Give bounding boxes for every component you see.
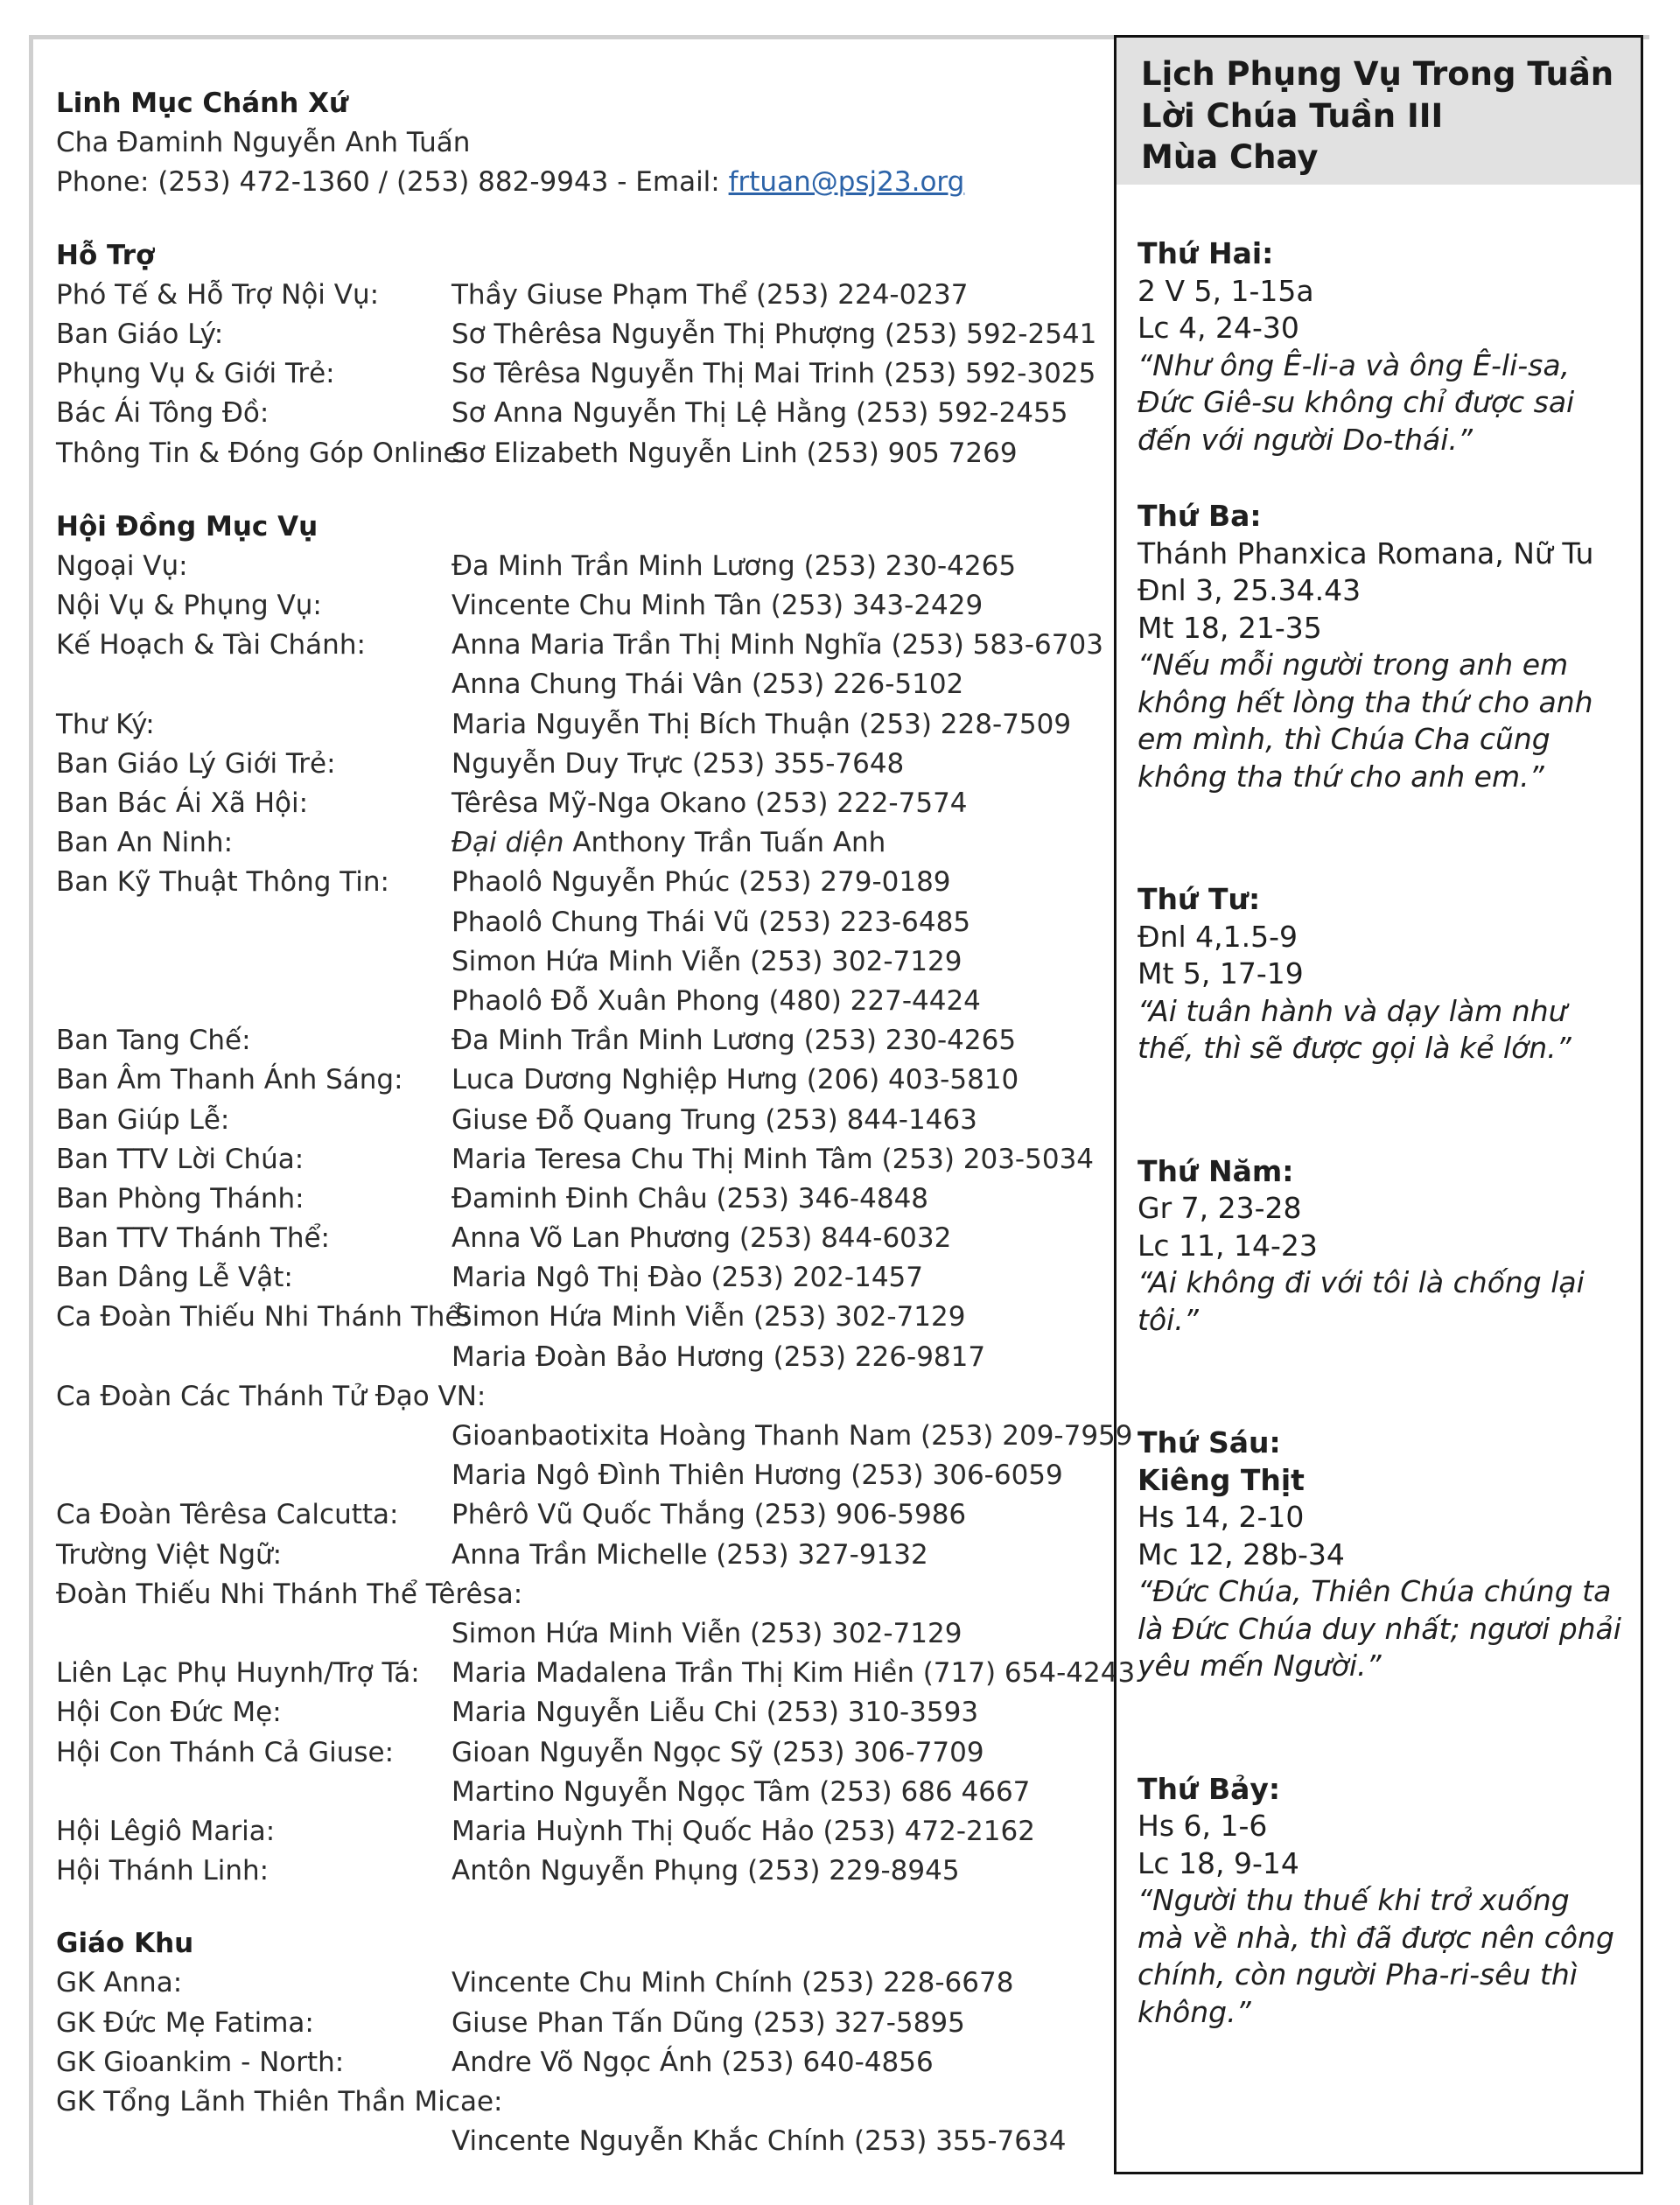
- gospel-quote: “Nếu mỗi người trong anh em không hết lòng tha thứ cho anh em mình, thì Chúa Cha cũng không tha thứ cho anh em.”: [1138, 648, 1593, 794]
- member-contact: Phaolô Nguyễn Phúc (253) 279-0189: [452, 866, 951, 899]
- role-label: Ban Giúp Lễ:: [56, 1103, 230, 1136]
- role-label: Ban Giáo Lý:: [56, 318, 224, 350]
- directory-row: [56, 1693, 1106, 1732]
- role-label: GK Đức Mẹ Fatima:: [56, 2006, 314, 2039]
- schedule-day: [1138, 498, 1623, 795]
- day-name: Thứ Ba:: [1138, 499, 1262, 533]
- member-note: Đại diện: [452, 827, 564, 859]
- districts-list: [56, 1964, 1106, 2161]
- support-list: [56, 276, 1106, 473]
- member-contact: Luca Dương Nghiệp Hưng (206) 403-5810: [452, 1064, 1019, 1096]
- role-label: Ban Kỹ Thuật Thông Tin:: [56, 866, 389, 899]
- reading-reference: Lc 4, 24-30: [1138, 311, 1299, 345]
- member-contact: Gioanbaotixita Hoàng Thanh Nam (253) 209-7959: [452, 1420, 1133, 1452]
- directory-row: [56, 1101, 1106, 1140]
- reading-reference: Mt 5, 17-19: [1138, 956, 1304, 990]
- council-list: [56, 547, 1136, 1891]
- role-label: Ngoại Vụ:: [56, 550, 188, 582]
- role-label: Ban Dâng Lễ Vật:: [56, 1262, 293, 1294]
- role-label: Ban Phòng Thánh:: [56, 1182, 304, 1214]
- directory-row: [56, 823, 1106, 863]
- directory-row: [56, 1575, 1106, 1614]
- role-label: Hội Thánh Linh:: [56, 1855, 270, 1887]
- directory-row: [56, 1654, 1136, 1693]
- role-label: GK Anna:: [56, 1967, 183, 1999]
- directory-row: [56, 1021, 1106, 1060]
- role-label: Kế Hoạch & Tài Chánh:: [56, 629, 366, 662]
- member-contact: Đa Minh Trần Minh Lương (253) 230-4265: [452, 550, 1017, 582]
- role-label: Liên Lạc Phụ Huynh/Trợ Tá:: [56, 1657, 420, 1690]
- member-contact: Phaolô Đỗ Xuân Phong (480) 227-4424: [452, 984, 981, 1017]
- pastor-heading: Linh Mục Chánh Xứ: [56, 88, 349, 119]
- gospel-quote: “Ai tuân hành và dạy làm như thế, thì sẽ được gọi là kẻ lớn.”: [1138, 993, 1572, 1065]
- member-contact: Thầy Giuse Phạm Thể (253) 224-0237: [452, 278, 969, 311]
- gospel-quote: “Như ông Ê-li-a và ông Ê-li-sa, Đức Giê-su không chỉ được sai đến với người Do-thái.”: [1138, 347, 1575, 457]
- role-label: GK Tổng Lãnh Thiên Thần Micae:: [56, 2086, 503, 2118]
- member-contact: Simon Hứa Minh Viễn (253) 302-7129: [452, 945, 962, 977]
- directory-row: [56, 1614, 1106, 1654]
- directory-row: [56, 1180, 1106, 1219]
- directory-row: [56, 394, 1106, 433]
- directory-row: [56, 665, 1106, 704]
- day-name: Thứ Bảy:: [1138, 1771, 1281, 1806]
- directory-row: [56, 1773, 1106, 1812]
- directory-row: [56, 434, 1106, 473]
- member-contact: Phêrô Vũ Quốc Thắng (253) 906-5986: [452, 1499, 967, 1531]
- gospel-quote: “Người thu thuế khi trở xuống mà về nhà, thì đã được nên công chính, còn người Pha-ri-sêu thì không.”: [1138, 1883, 1614, 2029]
- directory-row: [56, 1733, 1106, 1773]
- member-contact: Đa Minh Trần Minh Lương (253) 230-4265: [452, 1025, 1017, 1057]
- reading-reference: Hs 14, 2-10: [1138, 1500, 1305, 1534]
- role-label: Ban Bác Ái Xã Hội:: [56, 788, 309, 819]
- directory-row: [56, 547, 1106, 586]
- member-contact: Maria Huỳnh Thị Quốc Hảo (253) 472-2162: [452, 1815, 1035, 1847]
- districts-heading: Giáo Khu: [56, 1928, 194, 1960]
- member-contact: Anna Chung Thái Vân (253) 226-5102: [452, 668, 964, 701]
- role-label: Ban Âm Thanh Ánh Sáng:: [56, 1064, 403, 1096]
- role-label: Thông Tin & Đóng Góp Online:: [56, 437, 469, 469]
- directory-row: [56, 315, 1106, 354]
- directory-row: [56, 2122, 1106, 2161]
- role-label: Ban Giáo Lý Giới Trẻ:: [56, 747, 336, 780]
- pastor-email-link[interactable]: frtuan@psj23.org: [728, 166, 965, 199]
- day-name: Thứ Sáu:: [1138, 1425, 1281, 1460]
- pastor-name: Cha Đaminh Nguyễn Anh Tuấn: [56, 127, 471, 159]
- directory-row: [56, 1140, 1106, 1180]
- day-name: Thứ Tư:: [1138, 882, 1261, 916]
- directory-row: [56, 2043, 1106, 2082]
- member-contact: Andre Võ Ngọc Ánh (253) 640-4856: [452, 2046, 934, 2078]
- directory-row: [56, 1060, 1106, 1100]
- schedule-title-line: Lời Chúa Tuần III: [1141, 96, 1444, 135]
- role-label: Thư Ký:: [56, 708, 155, 740]
- member-contact: Phaolô Chung Thái Vũ (253) 223-6485: [452, 906, 971, 938]
- member-contact: Sơ Elizabeth Nguyễn Linh (253) 905 7269: [452, 437, 1018, 469]
- pastor-contact: [56, 163, 1106, 202]
- member-contact: Anna Maria Trần Thị Minh Nghĩa (253) 583-6703: [452, 629, 1103, 662]
- directory-row: [56, 1219, 1106, 1258]
- role-label: Ban TTV Thánh Thể:: [56, 1222, 330, 1255]
- liturgy-schedule-box: [1114, 35, 1643, 2174]
- member-contact: Antôn Nguyễn Phụng (253) 229-8945: [452, 1855, 960, 1887]
- directory-column: [56, 84, 1136, 2161]
- member-contact: Simon Hứa Minh Viễn (253) 302-7129: [455, 1301, 966, 1334]
- member-contact: Simon Hứa Minh Viễn (253) 302-7129: [452, 1617, 962, 1649]
- role-label: Ca Đoàn Các Thánh Tử Đạo VN:: [56, 1380, 486, 1412]
- directory-row: [56, 1536, 1106, 1575]
- reading-reference: Đnl 4,1.5-9: [1138, 919, 1298, 954]
- member-contact: Sơ Anna Nguyễn Thị Lệ Hằng (253) 592-2455: [452, 397, 1068, 430]
- directory-row: [56, 1495, 1106, 1535]
- member-contact: Maria Ngô Thị Đào (253) 202-1457: [452, 1262, 923, 1294]
- pastor-phones: Phone: (253) 472-1360 / (253) 882-9943 - Email:: [56, 166, 729, 199]
- role-label: GK Gioankim - North:: [56, 2046, 345, 2078]
- directory-row: [56, 903, 1106, 942]
- role-label: Nội Vụ & Phụng Vụ:: [56, 590, 322, 622]
- reading-reference: Gr 7, 23-28: [1138, 1191, 1302, 1225]
- schedule-day: [1138, 1153, 1623, 1340]
- reading-reference: Mt 18, 21-35: [1138, 610, 1322, 645]
- directory-row: [56, 2004, 1106, 2043]
- role-label: Hội Con Đức Mẹ:: [56, 1697, 282, 1729]
- directory-row: [56, 1964, 1106, 2003]
- reading-reference: Hs 6, 1-6: [1138, 1809, 1268, 1843]
- directory-row: [56, 745, 1106, 784]
- member-contact: Nguyễn Duy Trực (253) 355-7648: [452, 747, 905, 780]
- member-contact: Giuse Đỗ Quang Trung (253) 844-1463: [452, 1103, 977, 1136]
- directory-row: [56, 705, 1106, 745]
- member-contact: Vincente Chu Minh Tân (253) 343-2429: [452, 590, 984, 622]
- directory-row: [56, 982, 1106, 1021]
- schedule-day: [1138, 1424, 1623, 1685]
- directory-row: [56, 1812, 1106, 1852]
- member-contact: Maria Đoàn Bảo Hương (253) 226-9817: [452, 1340, 986, 1373]
- gospel-quote: “Ai không đi với tôi là chống lại tôi.”: [1138, 1265, 1585, 1337]
- schedule-day: [1138, 1771, 1623, 2032]
- gospel-quote: “Đức Chúa, Thiên Chúa chúng ta là Đức Chúa duy nhất; ngươi phải yêu mến Người.”: [1138, 1574, 1621, 1683]
- directory-row: [56, 626, 1106, 665]
- directory-row: [56, 942, 1106, 982]
- directory-row: [56, 354, 1106, 394]
- member-contact: Anna Trần Michelle (253) 327-9132: [452, 1538, 928, 1571]
- member-contact: Vincente Chu Minh Chính (253) 228-6678: [452, 1967, 1014, 1999]
- member-contact: Martino Nguyễn Ngọc Tâm (253) 686 4667: [452, 1775, 1031, 1808]
- directory-row: [56, 784, 1106, 823]
- directory-row: [56, 586, 1106, 626]
- member-contact: Maria Madalena Trần Thị Kim Hiền (717) 654-4243: [452, 1657, 1136, 1690]
- member-contact: Giuse Phan Tấn Dũng (253) 327-5895: [452, 2006, 965, 2039]
- day-note: Kiêng Thịt: [1138, 1462, 1305, 1497]
- schedule-day: [1138, 235, 1623, 458]
- member-contact: Đại diện Anthony Trần Tuấn Anh: [452, 827, 886, 859]
- schedule-title-line: Lịch Phụng Vụ Trong Tuần: [1141, 55, 1614, 93]
- schedule-day: [1138, 881, 1623, 1068]
- reading-reference: Thánh Phanxica Romana, Nữ Tu: [1138, 536, 1594, 570]
- role-label: Trường Việt Ngữ:: [56, 1538, 283, 1571]
- member-contact: Gioan Nguyễn Ngọc Sỹ (253) 306-7709: [452, 1736, 984, 1768]
- day-name: Thứ Hai:: [1138, 236, 1274, 270]
- reading-reference: Mc 12, 28b-34: [1138, 1536, 1345, 1572]
- role-label: Hội Lêgiô Maria:: [56, 1815, 276, 1847]
- member-contact: Maria Teresa Chu Thị Minh Tâm (253) 203-5034: [452, 1143, 1095, 1175]
- support-heading: Hỗ Trợ: [56, 239, 155, 271]
- directory-row: [56, 1298, 1106, 1337]
- role-label: Phó Tế & Hỗ Trợ Nội Vụ:: [56, 278, 380, 311]
- directory-row: [56, 276, 1106, 315]
- role-label: Ca Đoàn Têrêsa Calcutta:: [56, 1499, 399, 1531]
- role-label: Hội Con Thánh Cả Giuse:: [56, 1736, 395, 1768]
- reading-reference: 2 V 5, 1-15a: [1138, 273, 1314, 308]
- role-label: Bác Ái Tông Đồ:: [56, 397, 270, 430]
- directory-row: [56, 1852, 1106, 1891]
- day-name: Thứ Năm:: [1138, 1153, 1294, 1188]
- role-label: Phụng Vụ & Giới Trẻ:: [56, 358, 335, 390]
- directory-row: [56, 1338, 1106, 1377]
- schedule-title-line: Mùa Chay: [1141, 138, 1319, 176]
- member-contact: Têrêsa Mỹ-Nga Okano (253) 222-7574: [452, 788, 968, 819]
- role-label: Ban An Ninh:: [56, 827, 234, 859]
- reading-reference: Đnl 3, 25.34.43: [1138, 573, 1362, 607]
- member-contact: Sơ Têrêsa Nguyễn Thị Mai Trinh (253) 592-3025: [452, 358, 1096, 390]
- member-contact: Maria Nguyễn Liễu Chi (253) 310-3593: [452, 1697, 979, 1729]
- schedule-days: [1116, 235, 1641, 2031]
- directory-row: [56, 1258, 1106, 1298]
- directory-row: [56, 1377, 1106, 1417]
- role-label: Ca Đoàn Thiếu Nhi Thánh Thể:: [56, 1301, 471, 1334]
- directory-row: [56, 2082, 1106, 2122]
- reading-reference: Lc 11, 14-23: [1138, 1228, 1318, 1263]
- member-contact: Maria Ngô Đình Thiên Hương (253) 306-6059: [452, 1460, 1063, 1492]
- role-label: Đoàn Thiếu Nhi Thánh Thể Têrêsa:: [56, 1578, 523, 1610]
- schedule-title: [1116, 38, 1641, 185]
- role-label: Ban Tang Chế:: [56, 1025, 251, 1057]
- directory-row: [56, 1417, 1133, 1456]
- member-contact: Sơ Thêrêsa Nguyễn Thị Phượng (253) 592-2541: [452, 318, 1097, 350]
- member-contact: Đaminh Đinh Châu (253) 346-4848: [452, 1182, 929, 1214]
- role-label: Ban TTV Lời Chúa:: [56, 1143, 304, 1175]
- member-contact: Vincente Nguyễn Khắc Chính (253) 355-7634: [452, 2125, 1067, 2158]
- directory-row: [56, 1456, 1106, 1495]
- member-contact: Anna Võ Lan Phương (253) 844-6032: [452, 1222, 952, 1255]
- directory-row: [56, 863, 1106, 902]
- reading-reference: Lc 18, 9-14: [1138, 1845, 1299, 1880]
- council-heading: Hội Đồng Mục Vụ: [56, 510, 318, 542]
- member-contact: Maria Nguyễn Thị Bích Thuận (253) 228-7509: [452, 708, 1072, 740]
